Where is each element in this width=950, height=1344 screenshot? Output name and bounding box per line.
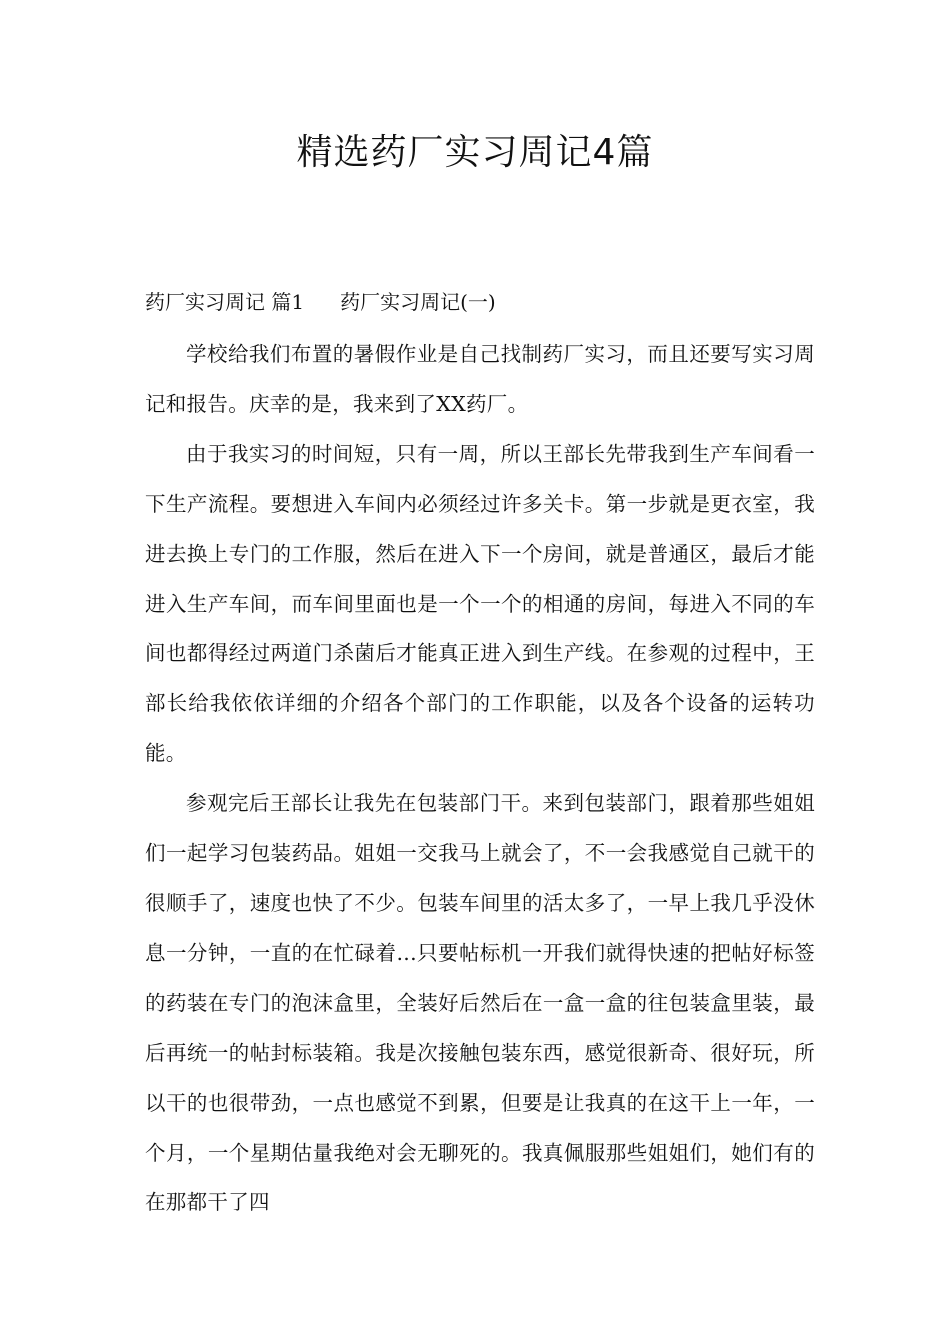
section-heading xyxy=(145,280,815,324)
paragraph-3: 参观完后王部长让我先在包装部门干。来到包装部门，跟着那些姐姐们一起学习包装药品。姐姐一交我马上就会了，不一会我感觉自己就干的很顺手了，速度也快了不少。包装车间里的活太多了，一早上我几乎没休息一分钟，一直的在忙碌着...只要帖标机一开我们就得快速的把帖好标签的药装在专门的泡沫盒里，全装好后然后在一盒一盒的往包装盒里装，最后再统一的帖封标装箱。我是次接触包装东西，感觉很新奇、很好玩，所以干的也很带劲，一点也感觉不到累，但要是让我真的在这干上一年，一个月，一个星期估量我绝对会无聊死的。我真佩服那些姐姐们，她们有的在那都干了四 xyxy=(145,791,815,1215)
document-title: 精选药厂实习周记4篇 xyxy=(296,132,654,173)
document-body xyxy=(145,280,815,1228)
paragraph-2: 由于我实习的时间短，只有一周，所以王部长先带我到生产车间看一下生产流程。要想进入车间内必须经过许多关卡。第一步就是更衣室，我进去换上专门的工作服，然后在进入下一个房间，就是普通区，最后才能进入生产车间，而车间里面也是一个一个的相通的房间，每进入不同的车间也都得经过两道门杀菌后才能真正进入到生产线。在参观的过程中，王部长给我依依详细的介绍各个部门的工作职能，以及各个设备的运转功能。 xyxy=(145,441,815,766)
section-heading-text: 药厂实习周记 篇1 xyxy=(145,290,305,314)
section-subheading-text: 药厂实习周记(一) xyxy=(340,290,496,314)
paragraph-1: 学校给我们布置的暑假作业是自己找制药厂实习，而且还要写实习周记和报告。庆幸的是，我来到了XX药厂。 xyxy=(145,342,815,416)
